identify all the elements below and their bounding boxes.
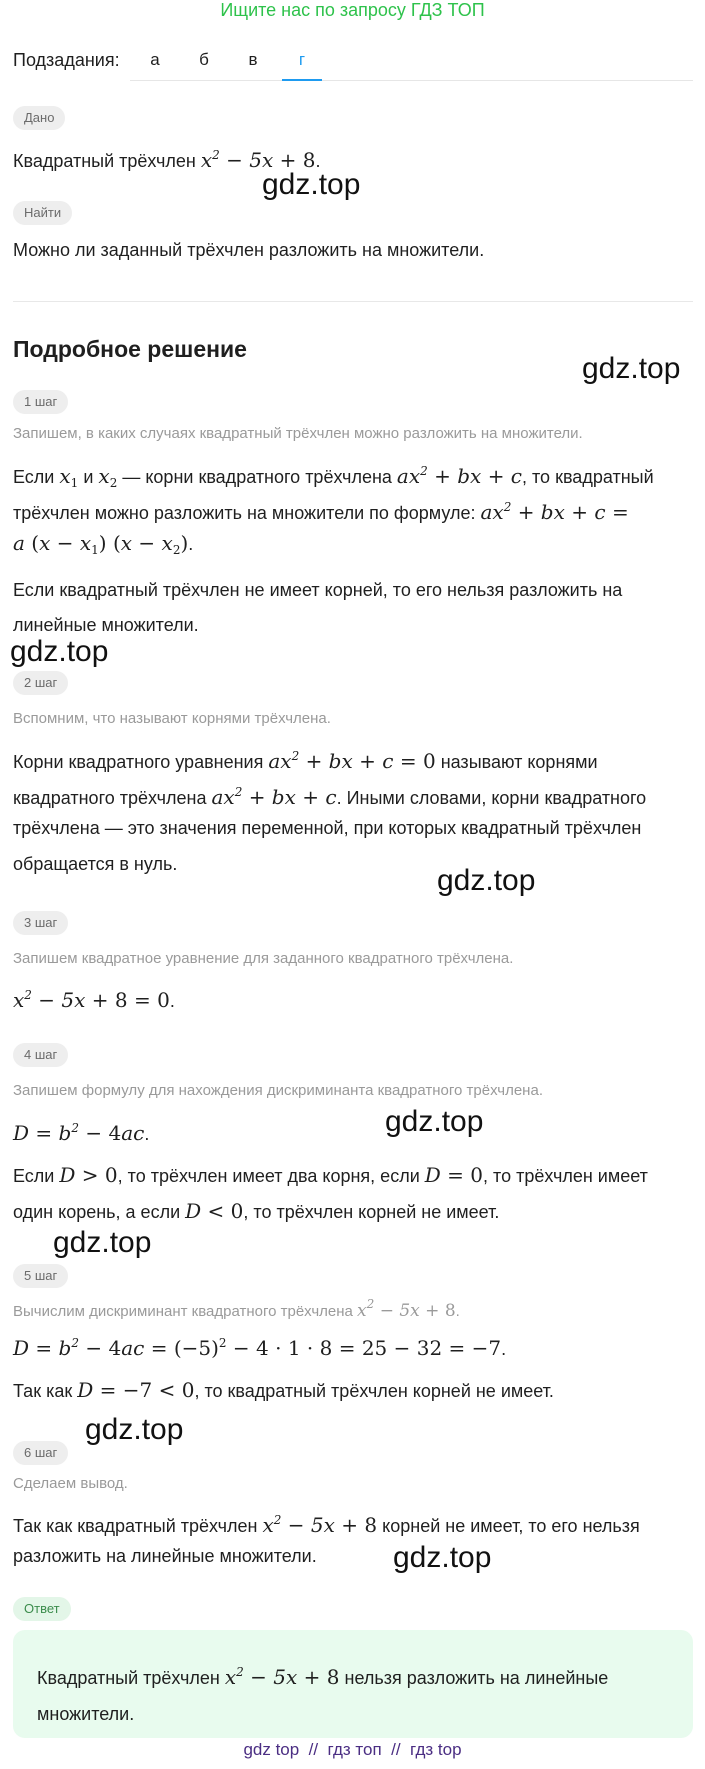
- step-6-line1: Так как квадратный трёхчлен $x^2 - 5x + 8$ корней не имеет, то его нельзя: [13, 1513, 640, 1537]
- watermark: gdz.top: [385, 1105, 484, 1138]
- step-1-line5: линейные множители.: [13, 615, 199, 635]
- given-pill: Дано: [13, 106, 65, 130]
- subtasks-label: Подзадания:: [13, 50, 120, 70]
- active-tab-indicator: [282, 79, 322, 81]
- step-1-line1: Если $x_1$ и $x_2$ — корни квадратного трёхчлена $ax^2$ + bx + c, то квадратный: [13, 464, 654, 490]
- answer-header: [13, 1597, 71, 1621]
- tabs-divider: [130, 80, 693, 81]
- step-2-line2: квадратного трёхчлена $ax^2$ + bx + c. Иными словами, корни квадратного: [13, 785, 647, 809]
- section-divider: [13, 301, 693, 302]
- step-4-hint: Запишем формулу для нахождения дискриминанта квадратного трёхчлена.: [13, 1082, 543, 1099]
- tab-v[interactable]: в: [248, 50, 258, 69]
- step-6-hint: Сделаем вывод.: [13, 1475, 128, 1492]
- step-1: [13, 390, 68, 414]
- watermark: gdz.top: [393, 1541, 492, 1574]
- step-2-hint: Вспомним, что называют корнями трёхчлена.: [13, 710, 331, 727]
- step-1-pill: 1 шаг: [13, 390, 68, 414]
- watermark: gdz.top: [582, 352, 681, 385]
- step-4: [13, 1043, 68, 1067]
- step-3: [13, 911, 68, 935]
- find-section: [13, 201, 72, 225]
- step-5: [13, 1264, 68, 1288]
- step-3-equation: $x^2 - 5x + 8 = 0$.: [13, 988, 175, 1012]
- step-2-line4: обращается в нуль.: [13, 854, 178, 874]
- step-1-line4: Если квадратный трёхчлен не имеет корней, то его нельзя разложить на: [13, 580, 623, 600]
- find-pill: Найти: [13, 201, 72, 225]
- tab-a[interactable]: а: [150, 50, 160, 69]
- step-6-line2: разложить на линейные множители.: [13, 1546, 317, 1566]
- footer-links[interactable]: gdz top // гдз топ // гдз top: [243, 1740, 462, 1759]
- top-banner[interactable]: Ищите нас по запросу ГДЗ ТОП: [220, 0, 485, 20]
- trinomial-formula: $x^2 - 5x + 8$: [200, 148, 316, 172]
- given-text: Квадратный трёхчлен $x^2 - 5x + 8$.: [13, 148, 321, 172]
- step-4-line1: Если D > 0, то трёхчлен имеет два корня, если D = 0, то трёхчлен имеет: [13, 1163, 648, 1187]
- step-6: [13, 1441, 68, 1465]
- watermark: gdz.top: [53, 1226, 152, 1259]
- step-5-hint: Вычислим дискриминант квадратного трёхчлена $x^2 - 5x + 8$.: [13, 1297, 460, 1321]
- tab-g[interactable]: г: [298, 50, 306, 69]
- step-5-pill: 5 шаг: [13, 1264, 68, 1288]
- given-section: [13, 106, 65, 130]
- step-5-line1: Так как D = −7 < 0, то квадратный трёхчлен корней не имеет.: [13, 1378, 554, 1402]
- step-6-pill: 6 шаг: [13, 1441, 68, 1465]
- step-4-pill: 4 шаг: [13, 1043, 68, 1067]
- step-3-hint: Запишем квадратное уравнение для заданного квадратного трёхчлена.: [13, 950, 514, 967]
- step-4-line2: один корень, а если D < 0, то трёхчлен корней не имеет.: [13, 1199, 500, 1223]
- step-4-formula: $D = b^2 - 4ac$.: [13, 1121, 150, 1145]
- tab-b[interactable]: б: [199, 50, 209, 69]
- watermark: gdz.top: [85, 1413, 184, 1446]
- step-3-pill: 3 шаг: [13, 911, 68, 935]
- watermark: gdz.top: [437, 864, 536, 897]
- watermark: gdz.top: [262, 168, 361, 201]
- answer-pill: Ответ: [13, 1597, 71, 1621]
- step-2-pill: 2 шаг: [13, 671, 68, 695]
- find-text: Можно ли заданный трёхчлен разложить на множители.: [13, 240, 485, 260]
- step-2: [13, 671, 68, 695]
- step-1-line3: a $(x - x_1)$ $(x - x_2)$.: [13, 531, 194, 557]
- step-5-calc: $D = b^2 - 4ac = (-5)^2 - 4 \cdot 1 \cdot 8 = 25 - 32 = -7$.: [13, 1336, 507, 1360]
- answer-text: Квадратный трёхчлен $x^2 - 5x + 8$ нельзя разложить на линейные множители.: [37, 1665, 609, 1724]
- step-1-hint: Запишем, в каких случаях квадратный трёхчлен можно разложить на множители.: [13, 425, 583, 442]
- solution-title: Подробное решение: [13, 336, 247, 362]
- watermark: gdz.top: [10, 635, 109, 668]
- step-1-line2: трёхчлен можно разложить на множители по формуле: $ax^2$ + bx + c =: [13, 500, 629, 524]
- step-2-line1: Корни квадратного уравнения $ax^2$ + bx + c = 0 называют корнями: [13, 749, 598, 773]
- step-2-line3: трёхчлена — это значения переменной, при которых квадратный трёхчлен: [13, 818, 642, 838]
